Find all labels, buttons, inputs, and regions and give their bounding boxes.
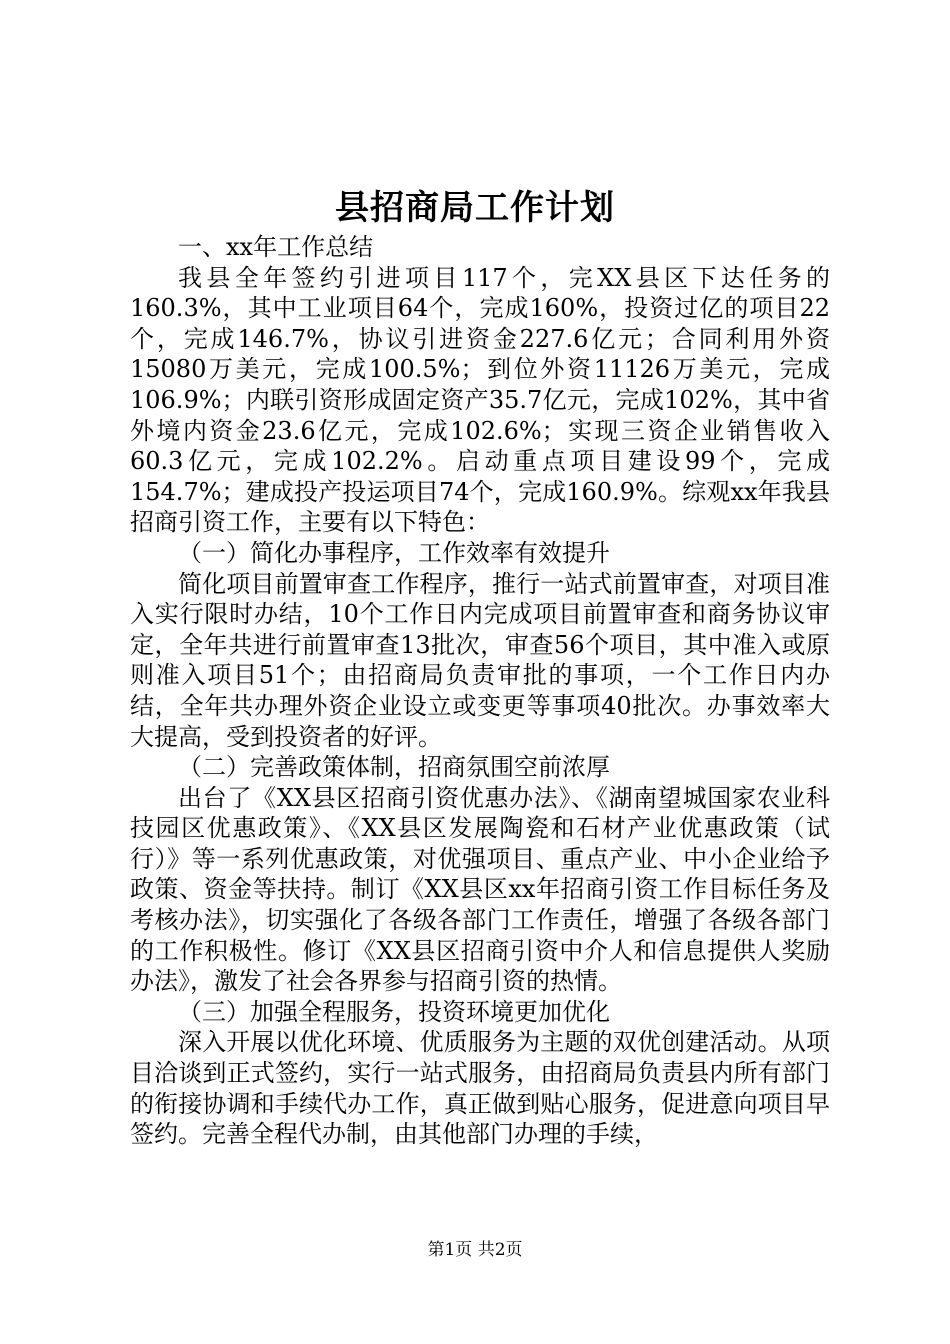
paragraph-summary: 我县全年签约引进项目117个，完XX县区下达任务的160.3%，其中工业项目64个，完成160%，投资过亿的项目22个，完成146.7%，协议引进资金227.6亿元；合同利用外资15080万美元，完成100.5%；到位外资11126万美元，完成106.9%；内联引资形成固定资产35.7亿元，完成102%，其中省外境内资金23.6亿元，完成102.6%；实现三资企业销售收入60.3亿元，完成102.2%。启动重点项目建设99个，完成154.7%；建成投产投运项目74个，完成160.9%。综观xx年我县招商引资工作，主要有以下特色： (130, 263, 830, 537)
section-heading-simplify: （一）简化办事程序，工作效率有效提升 (178, 538, 610, 567)
section-heading-policy: （二）完善政策体制，招商氛围空前浓厚 (178, 753, 610, 782)
page-footer: 第1页 共2页 (427, 1240, 523, 1260)
document-body (130, 232, 830, 1150)
paragraph-service: 深入开展以优化环境、优质服务为主题的双优创建活动。从项目洽谈到正式签约，实行一站式服务，由招商局负责县内所有部门的衔接协调和手续代办工作，真正做到贴心服务，促进意向项目早签约。完善全程代办制，由其他部门办理的手续， (130, 1028, 830, 1149)
section-heading-service: （三）加强全程服务，投资环境更加优化 (178, 997, 610, 1026)
section-heading-summary: 一、xx年工作总结 (178, 233, 374, 261)
paragraph-policy: 出台了《XX县区招商引资优惠办法》、《湖南望城国家农业科技园区优惠政策》、《XX县区发展陶瓷和石材产业优惠政策（试行）》等一系列优惠政策，对优强项目、重点产业、中小企业给予政策、资金等扶持。制订《XX县区xx年招商引资工作目标任务及考核办法》，切实强化了各级各部门工作责任，增强了各级各部门的工作积极性。修订《XX县区招商引资中介人和信息提供人奖励办法》，激发了社会各界参与招商引资的热情。 (130, 783, 830, 996)
document-title: 县招商局工作计划 (335, 188, 615, 228)
paragraph-simplify: 简化项目前置审查工作程序，推行一站式前置审查，对项目准入实行限时办结，10个工作日内完成项目前置审查和商务协议审定，全年共进行前置审查13批次，审查56个项目，其中准入或原则准入项目51个；由招商局负责审批的事项，一个工作日内办结，全年共办理外资企业设立或变更等事项40批次。办事效率大大提高，受到投资者的好评。 (130, 569, 830, 751)
